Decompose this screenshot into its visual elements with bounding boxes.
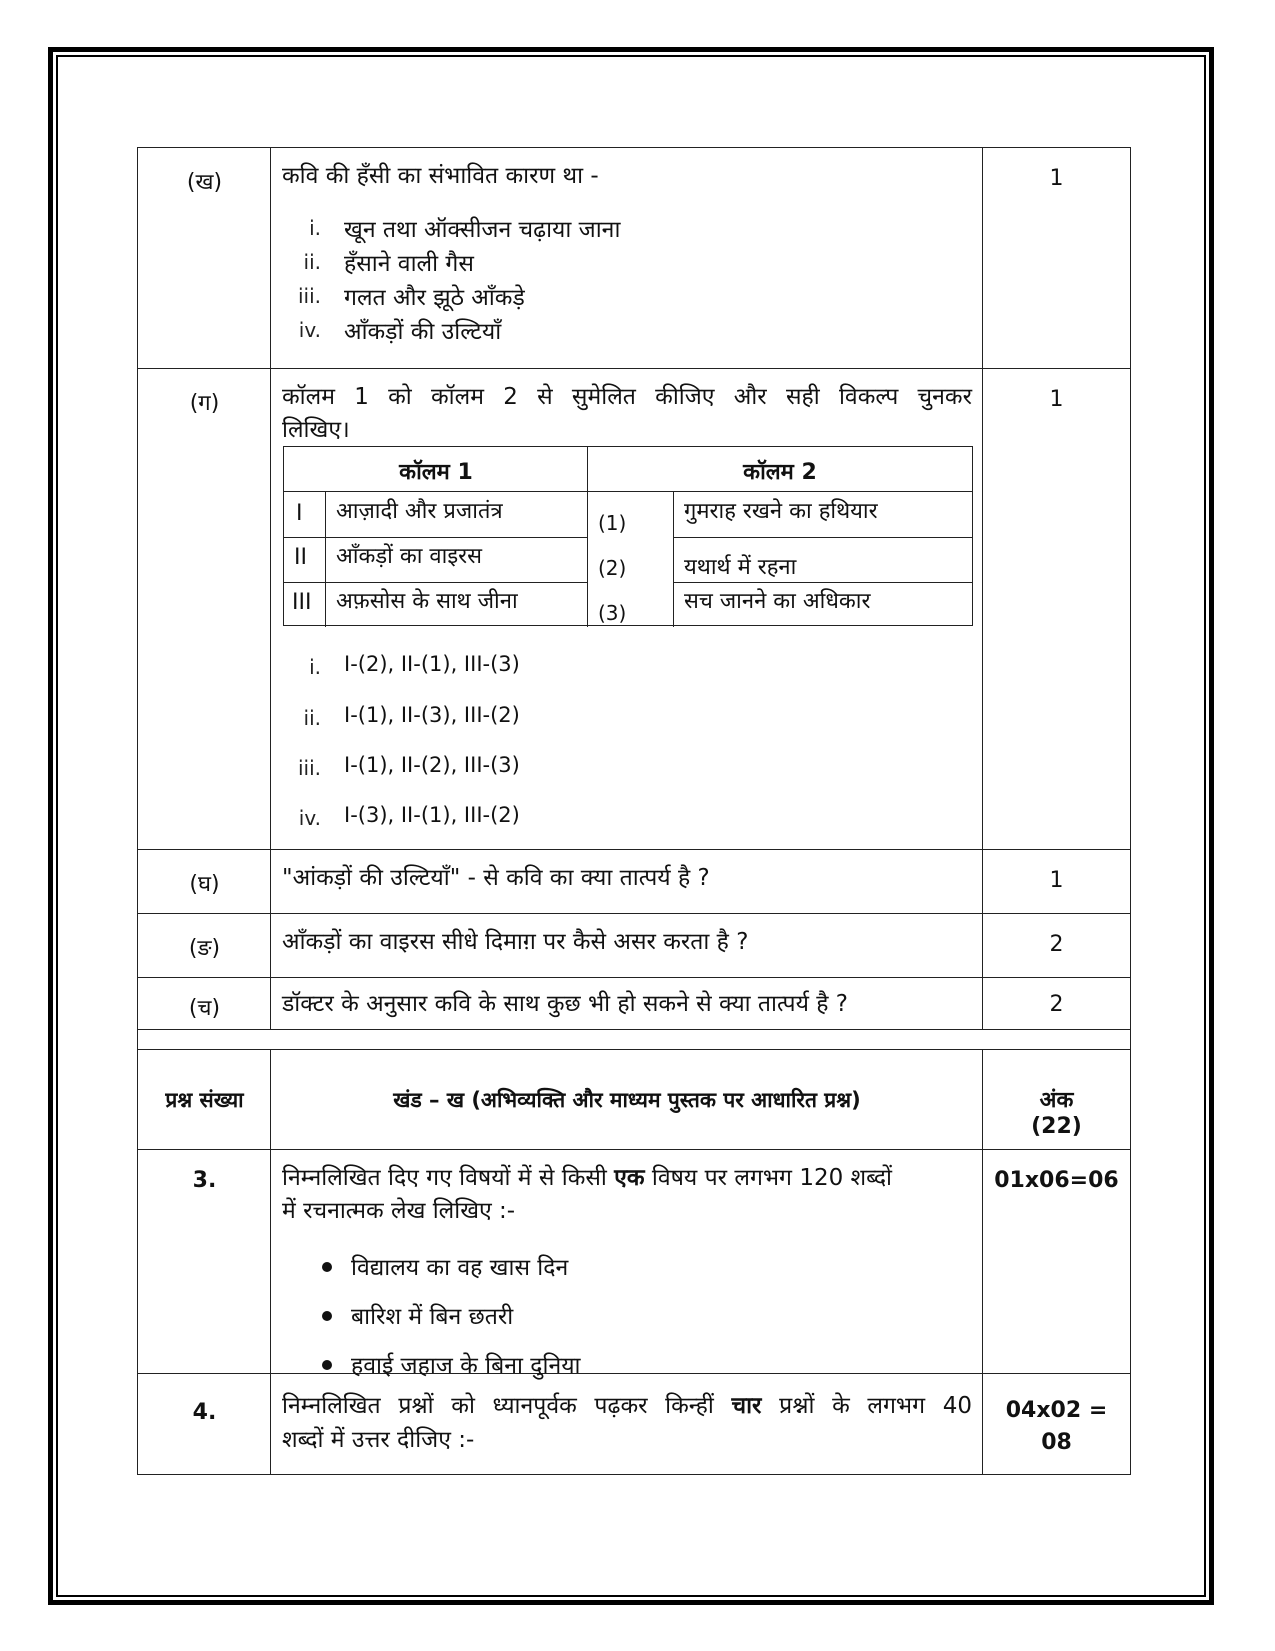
question-row-3 — [137, 1150, 1131, 1379]
question-text: डॉक्टर के अनुसार कवि के साथ कुछ भी हो सकने से क्या तात्पर्य है ? — [282, 991, 848, 1017]
bullet — [322, 1311, 332, 1321]
option-text: I-(2), II-(1), III-(3) — [344, 652, 520, 676]
marks-cont: 08 — [1041, 1430, 1072, 1455]
marks: 1 — [1049, 868, 1064, 893]
option-text: खून तथा ऑक्सीजन चढ़ाया जाना — [344, 217, 621, 243]
topic-item: विद्यालय का वह खास दिन — [351, 1255, 569, 1281]
match-roman: I — [296, 501, 303, 526]
marks-header: अंक — [1039, 1088, 1074, 1113]
question-number: (ख) — [186, 170, 223, 195]
question-text: निम्नलिखित प्रश्नों को ध्यानपूर्वक पढ़कर किन्हीं चार प्रश्नों के लगभग 40 — [282, 1393, 972, 1419]
question-text-cont: शब्दों में उत्तर दीजिए :- — [282, 1427, 475, 1453]
option-number: iv. — [298, 318, 321, 342]
question-row-kha — [137, 147, 1131, 369]
section-header-row — [137, 1050, 1131, 1150]
question-row-4 — [137, 1374, 1131, 1475]
marks: 1 — [1049, 387, 1064, 412]
section-title: खंड – ख (अभिव्यक्ति और माध्यम पुस्तक पर आधारित प्रश्न) — [393, 1088, 861, 1112]
marks: 1 — [1049, 166, 1064, 191]
option-text: हँसाने वाली गैस — [344, 251, 474, 277]
option-number: i. — [309, 216, 321, 240]
question-number-header: प्रश्न संख्या — [165, 1088, 244, 1112]
option-number: i. — [309, 655, 321, 679]
column-1-header: कॉलम 1 — [284, 447, 588, 492]
match-answer: गुमराह रखने का हथियार — [684, 499, 878, 524]
option-text: गलत और झूठे आँकड़े — [344, 285, 525, 311]
marks: 2 — [1049, 992, 1064, 1017]
option-text: I-(3), II-(1), III-(2) — [344, 803, 520, 827]
match-roman: III — [292, 590, 312, 615]
match-answer: यथार्थ में रहना — [684, 555, 797, 580]
question-row-cha — [137, 978, 1131, 1030]
question-number: (च) — [188, 996, 221, 1021]
question-text: निम्नलिखित दिए गए विषयों में से किसी एक विषय पर लगभग 120 शब्दों — [282, 1165, 892, 1191]
question-row-nga — [137, 914, 1131, 978]
option-number: ii. — [303, 706, 321, 730]
match-number: (3) — [598, 601, 627, 625]
question-number: (घ) — [189, 872, 220, 897]
question-number: (ङ) — [188, 936, 221, 961]
match-item: अफ़सोस के साथ जीना — [336, 589, 518, 614]
topic-item: हवाई जहाज के बिना दुनिया — [351, 1353, 581, 1379]
option-number: iv. — [298, 806, 321, 830]
spacer-row — [137, 1030, 1131, 1050]
option-text: I-(1), II-(3), III-(2) — [344, 703, 520, 727]
marks: 04x02 = — [1005, 1398, 1108, 1423]
match-roman: II — [294, 545, 307, 570]
option-text: आँकड़ों की उल्टियाँ — [344, 319, 502, 345]
question-text-cont: में रचनात्मक लेख लिखिए :- — [282, 1198, 516, 1224]
question-text: कॉलम 1 को कॉलम 2 से सुमेलित कीजिए और सही विकल्प चुनकर — [282, 384, 972, 410]
option-number: iii. — [297, 756, 321, 780]
topic-item: बारिश में बिन छतरी — [351, 1304, 514, 1330]
column-2-header: कॉलम 2 — [588, 447, 972, 492]
bullet — [322, 1262, 332, 1272]
match-item: आँकड़ों का वाइरस — [336, 544, 483, 569]
question-row-ga — [137, 369, 1131, 850]
question-text: कवि की हँसी का संभावित कारण था - — [282, 163, 599, 189]
marks: 01x06=06 — [994, 1168, 1119, 1193]
total-marks: (22) — [1031, 1114, 1082, 1139]
option-number: ii. — [303, 250, 321, 274]
question-text-cont: लिखिए। — [282, 417, 350, 443]
match-number: (2) — [598, 556, 627, 580]
match-number: (1) — [598, 511, 627, 535]
bullet — [322, 1360, 332, 1370]
match-answer: सच जानने का अधिकार — [684, 589, 871, 614]
question-number: 4. — [192, 1400, 217, 1425]
marks: 2 — [1049, 932, 1064, 957]
question-text: "आंकड़ों की उल्टियाँ" - से कवि का क्या तात्पर्य है ? — [282, 865, 710, 891]
question-text: आँकड़ों का वाइरस सीधे दिमाग़ पर कैसे असर करता है ? — [282, 929, 749, 955]
match-table — [283, 446, 973, 626]
question-row-gha — [137, 850, 1131, 914]
option-number: iii. — [297, 284, 321, 308]
match-item: आज़ादी और प्रजातंत्र — [336, 499, 503, 524]
option-text: I-(1), II-(2), III-(3) — [344, 753, 520, 777]
question-number: (ग) — [189, 391, 220, 416]
question-number: 3. — [192, 1168, 217, 1193]
